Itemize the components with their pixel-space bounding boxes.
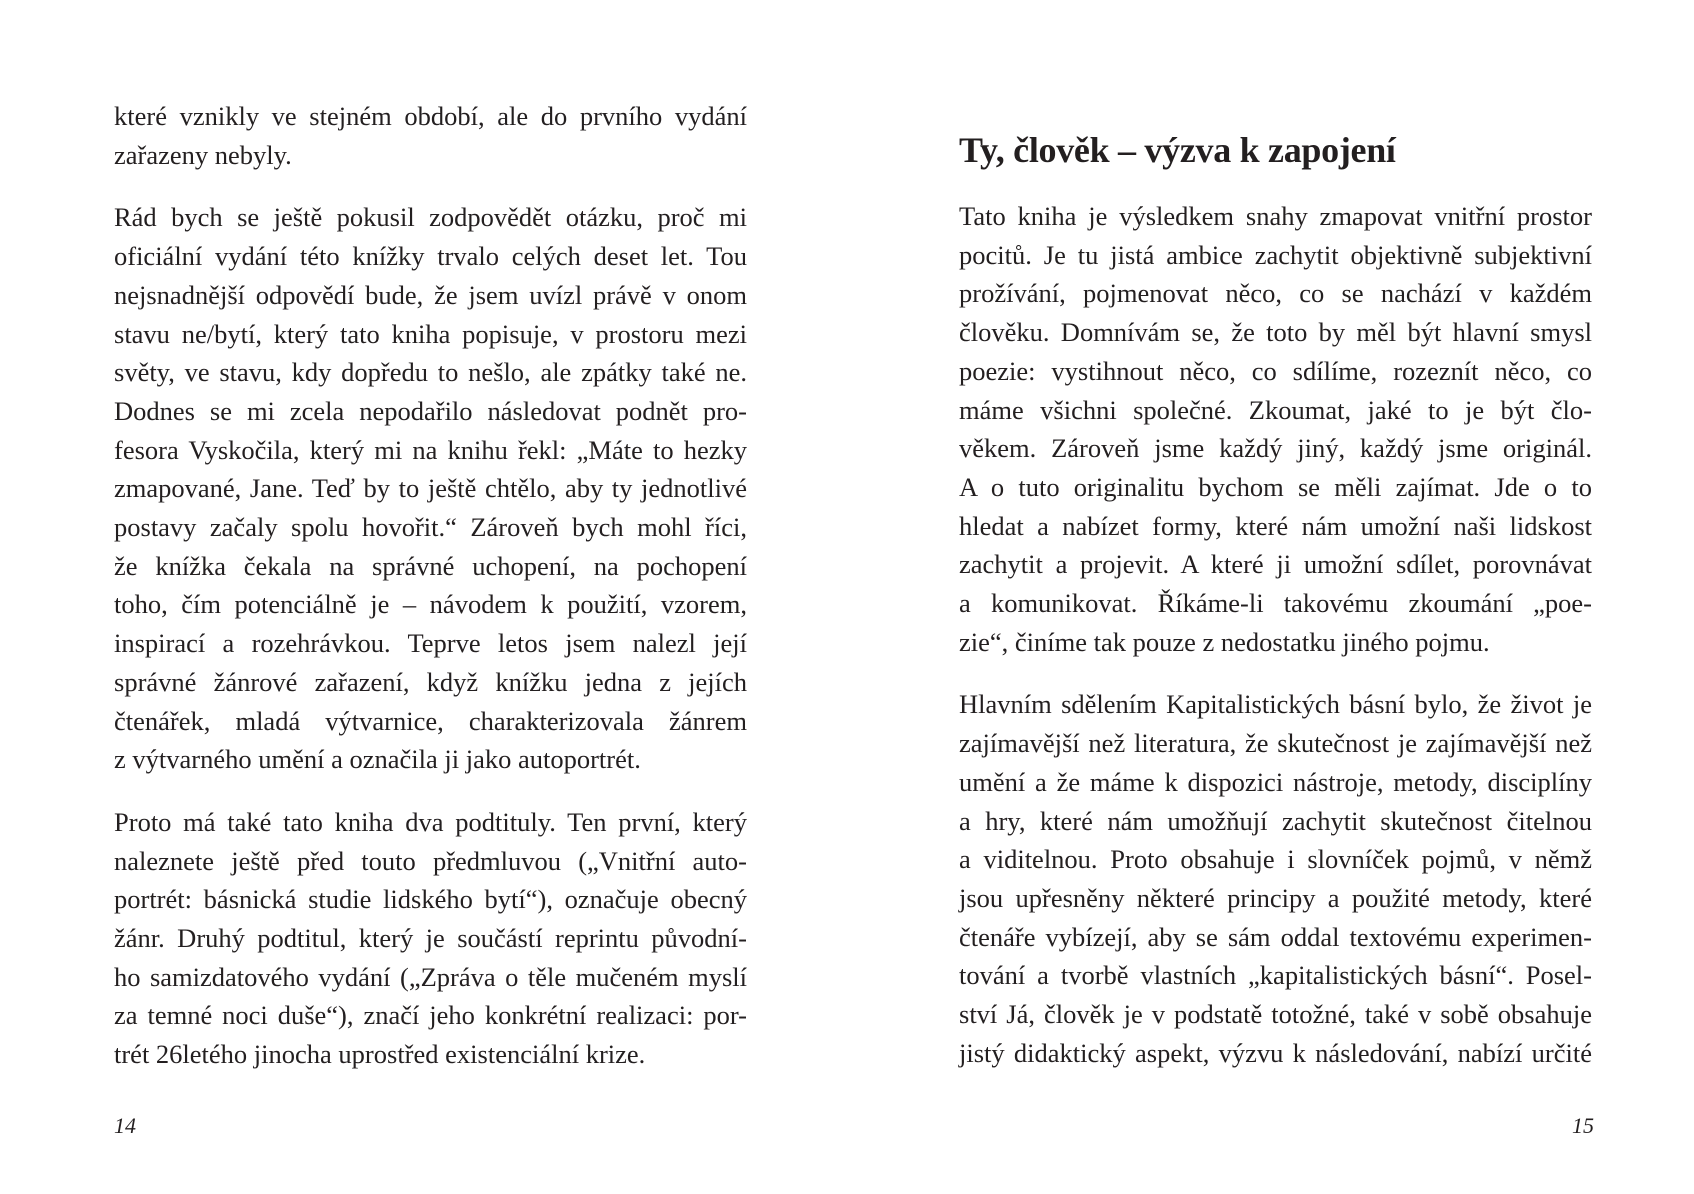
text-line: světy, ve stavu, kdy dopředu to nešlo, ale zpátky také ne. <box>114 357 747 388</box>
text-line: žánr. Druhý podtitul, který je součástí reprintu původní- <box>114 923 747 954</box>
text-line: zajímavější než literatura, že skutečnost je zajímavější než <box>959 728 1592 759</box>
text-line: tování a tvorbě vlastních „kapitalistických básní“. Posel- <box>959 960 1592 991</box>
text-line: že knížka čekala na správné uchopení, na pochopení <box>114 550 747 581</box>
text-line: oficiální vydání této knížky trvalo celých deset let. Tou <box>114 241 747 272</box>
text-line: věkem. Zároveň jsme každý jiný, každý jsme originál. <box>959 433 1592 464</box>
text-line: zie“, činíme tak pouze z nedostatku jiného pojmu. <box>959 626 1490 657</box>
text-line: za temné noci duše“), značí jeho konkrétní realizaci: por- <box>114 1000 747 1031</box>
paragraph <box>114 97 747 174</box>
text-line: umění a že máme k dispozici nástroje, metody, disciplíny <box>959 766 1592 797</box>
text-line: naleznete ještě před touto předmluvou („Vnitřní auto- <box>114 845 747 876</box>
text-line: čtenáře vybízejí, aby se sám oddal textovému experimen- <box>959 921 1592 952</box>
text-line: ho samizdatového vydání („Zpráva o těle mučeném myslí <box>114 961 747 992</box>
text-line: a komunikovat. Říkáme-li takovému zkoumání „poe- <box>959 588 1592 619</box>
text-line: člověku. Domnívám se, že toto by měl být hlavní smysl <box>959 317 1592 348</box>
text-line: které vznikly ve stejném období, ale do prvního vydání <box>114 101 747 131</box>
text-line: prožívání, pojmenovat něco, co se nachází v každém <box>959 278 1592 309</box>
text-line: postavy začaly spolu hovořit.“ Zároveň bych mohl říci, <box>114 512 747 543</box>
paragraph <box>114 803 747 1074</box>
text-line: zařazeny nebyly. <box>114 139 292 170</box>
left-page-body <box>114 97 747 1098</box>
text-line: a viditelnou. Proto obsahuje i slovníček pojmů, v němž <box>959 844 1592 875</box>
page-number-left: 14 <box>114 1113 136 1138</box>
text-line: Proto má také tato kniha dva podtituly. Ten první, který <box>114 806 747 837</box>
page-number-right: 15 <box>1572 1113 1594 1138</box>
text-line: jsou upřesněny některé principy a použité metody, které <box>959 882 1592 913</box>
text-line: Dodnes se mi zcela nepodařilo následovat podnět pro- <box>114 395 747 426</box>
text-line: trét 26letého jinocha uprostřed existenciální krize. <box>114 1039 646 1070</box>
text-line: Tato kniha je výsledkem snahy zmapovat vnitřní prostor <box>959 201 1592 231</box>
text-line: Rád bych se ještě pokusil zodpovědět otázku, proč mi <box>114 202 747 233</box>
right-page-body <box>959 197 1592 1096</box>
text-line: z výtvarného umění a označila ji jako autoportrét. <box>114 744 641 775</box>
text-line: máme všichni společné. Zkoumat, jaké to je být člo- <box>959 394 1592 425</box>
text-line: hledat a nabízet formy, které nám umožní naši lidskost <box>959 510 1592 541</box>
text-line: a hry, které nám umožňují zachytit skutečnost čitelnou <box>959 805 1592 836</box>
text-line: nejsnadnější odpovědí bude, že jsem uvízl právě v onom <box>114 279 747 310</box>
text-line: ství Já, člověk je v podstatě totožné, také v sobě obsahuje <box>959 999 1592 1030</box>
text-line: pocitů. Je tu jistá ambice zachytit objektivně subjektivní <box>959 239 1592 270</box>
paragraph <box>959 197 1592 661</box>
paragraph <box>114 198 747 779</box>
text-line: zmapované, Jane. Teď by to ještě chtělo, aby ty jednotlivé <box>114 473 747 504</box>
text-line: poezie: vystihnout něco, co sdílíme, rozeznít něco, co <box>959 355 1592 386</box>
paragraph <box>959 685 1592 1072</box>
text-line: správné žánrové zařazení, když knížku jedna z jejích <box>114 666 747 697</box>
text-line: stavu ne/bytí, který tato kniha popisuje, v prostoru mezi <box>114 318 747 349</box>
text-line: inspirací a rozehrávkou. Teprve letos jsem nalezl její <box>114 628 747 659</box>
text-line: portrét: básnická studie lidského bytí“), označuje obecný <box>114 884 747 915</box>
text-line: toho, čím potenciálně je – návodem k použití, vzorem, <box>114 589 747 620</box>
text-line: fesora Vyskočila, který mi na knihu řekl: „Máte to hezky <box>114 434 747 465</box>
chapter-title: Ty, člověk – výzva k zapojení <box>959 130 1396 170</box>
text-line: Hlavním sdělením Kapitalistických básní bylo, že život je <box>959 689 1592 720</box>
text-line: jistý didaktický aspekt, výzvu k následování, nabízí určité <box>959 1037 1592 1068</box>
text-line: čtenářek, mladá výtvarnice, charakterizovala žánrem <box>114 705 747 736</box>
text-line: A o tuto originalitu bychom se měli zajímat. Jde o to <box>959 471 1592 502</box>
right-page <box>847 0 1694 1194</box>
text-line: zachytit a projevit. A které ji umožní sdílet, porovnávat <box>959 549 1592 580</box>
